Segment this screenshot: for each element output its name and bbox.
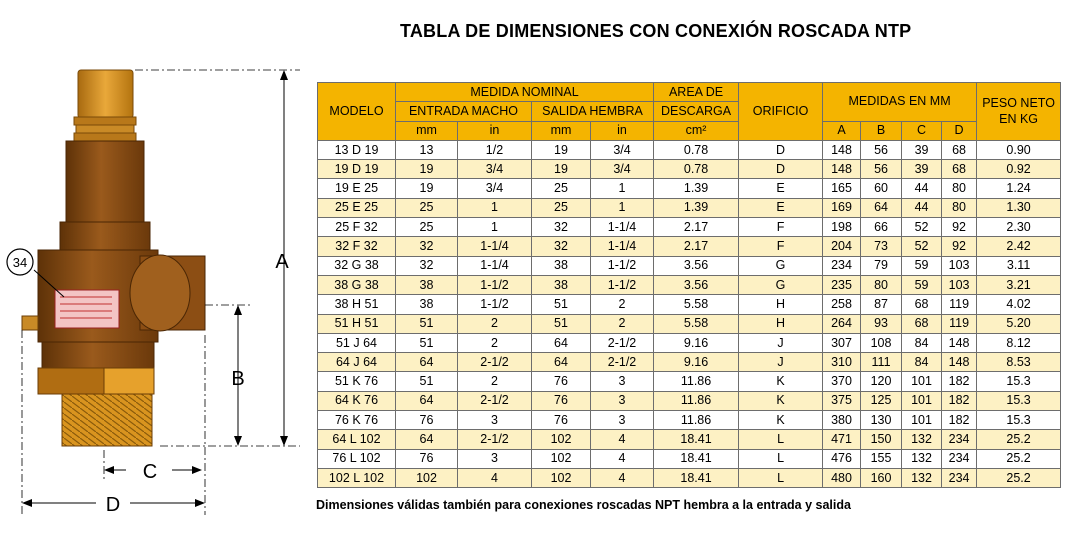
table-body: [318, 140, 1061, 487]
table-cell: 101: [902, 391, 942, 410]
table-cell: 15.3: [977, 391, 1061, 410]
table-cell: 1-1/2: [591, 256, 654, 275]
table-cell: 76 K 76: [318, 411, 396, 430]
table-cell: 76: [396, 411, 458, 430]
table-cell: 380: [823, 411, 861, 430]
table-cell: 4: [591, 468, 654, 487]
header-entrada-macho: ENTRADA MACHO: [396, 102, 532, 121]
table-cell: 64: [396, 430, 458, 449]
table-cell: 2: [591, 295, 654, 314]
table-row: [318, 353, 1061, 372]
table-cell: 32: [396, 237, 458, 256]
table-cell: 76: [396, 449, 458, 468]
table-cell: 11.86: [654, 372, 739, 391]
table-row: [318, 140, 1061, 159]
table-cell: 307: [823, 333, 861, 352]
table-cell: 84: [902, 353, 942, 372]
valve-cap: [74, 70, 136, 141]
table-cell: J: [739, 353, 823, 372]
table-cell: 234: [942, 430, 977, 449]
table-cell: 102: [532, 449, 591, 468]
table-cell: 198: [823, 218, 861, 237]
table-row: [318, 314, 1061, 333]
table-cell: 25.2: [977, 430, 1061, 449]
table-cell: 19 D 19: [318, 160, 396, 179]
table-cell: 18.41: [654, 449, 739, 468]
table-cell: 234: [823, 256, 861, 275]
table-cell: 120: [861, 372, 902, 391]
table-cell: 2: [458, 372, 532, 391]
table-cell: 18.41: [654, 468, 739, 487]
table-cell: 39: [902, 160, 942, 179]
header-in-entrada: in: [458, 121, 532, 140]
header-modelo: MODELO: [318, 83, 396, 141]
table-cell: 1: [591, 198, 654, 217]
table-cell: 1-1/4: [591, 237, 654, 256]
table-cell: 52: [902, 237, 942, 256]
table-cell: 38: [532, 275, 591, 294]
table-cell: 56: [861, 160, 902, 179]
header-dim-a: A: [823, 121, 861, 140]
table-cell: 2.30: [977, 218, 1061, 237]
table-cell: 2-1/2: [591, 333, 654, 352]
table-cell: 4: [458, 468, 532, 487]
table-cell: 68: [942, 140, 977, 159]
table-cell: 64: [396, 391, 458, 410]
table-cell: 11.86: [654, 391, 739, 410]
table-cell: 264: [823, 314, 861, 333]
table-cell: 1-1/2: [458, 295, 532, 314]
table-cell: 25 E 25: [318, 198, 396, 217]
table-row: [318, 333, 1061, 352]
table-cell: 25: [532, 198, 591, 217]
table-cell: 51: [532, 314, 591, 333]
table-cell: 92: [942, 218, 977, 237]
table-cell: 1: [458, 198, 532, 217]
table-cell: 182: [942, 391, 977, 410]
table-cell: 15.3: [977, 372, 1061, 391]
table-cell: 76: [532, 391, 591, 410]
table-cell: 32: [532, 218, 591, 237]
table-cell: 51: [532, 295, 591, 314]
table-cell: 51: [396, 372, 458, 391]
table-row: [318, 449, 1061, 468]
table-row: [318, 218, 1061, 237]
table-cell: G: [739, 275, 823, 294]
table-cell: K: [739, 391, 823, 410]
table-cell: 51 K 76: [318, 372, 396, 391]
table-cell: 101: [902, 372, 942, 391]
table-cell: 9.16: [654, 333, 739, 352]
dimension-a-label: A: [275, 251, 289, 273]
table-cell: 1.24: [977, 179, 1061, 198]
table-cell: 56: [861, 140, 902, 159]
table-cell: 3: [591, 391, 654, 410]
table-cell: 375: [823, 391, 861, 410]
header-dim-b: B: [861, 121, 902, 140]
table-cell: 9.16: [654, 353, 739, 372]
table-cell: 235: [823, 275, 861, 294]
table-cell: 1: [458, 218, 532, 237]
table-cell: H: [739, 314, 823, 333]
header-dim-c: C: [902, 121, 942, 140]
header-area-de: AREA DE: [654, 83, 739, 102]
table-cell: 8.12: [977, 333, 1061, 352]
table-cell: 3: [458, 411, 532, 430]
table-cell: 148: [942, 333, 977, 352]
table-cell: 130: [861, 411, 902, 430]
table-cell: 80: [942, 198, 977, 217]
header-peso-neto-line2: EN KG: [999, 112, 1039, 127]
table-cell: 32 F 32: [318, 237, 396, 256]
table-cell: 13: [396, 140, 458, 159]
table-cell: K: [739, 411, 823, 430]
table-cell: 169: [823, 198, 861, 217]
table-cell: 68: [942, 160, 977, 179]
table-cell: 32: [532, 237, 591, 256]
table-cell: D: [739, 140, 823, 159]
table-cell: 234: [942, 468, 977, 487]
table-cell: 18.41: [654, 430, 739, 449]
table-row: [318, 179, 1061, 198]
table-cell: 87: [861, 295, 902, 314]
table-cell: 64 J 64: [318, 353, 396, 372]
table-cell: 102: [532, 430, 591, 449]
table-cell: 64: [861, 198, 902, 217]
table-cell: 51: [396, 333, 458, 352]
table-cell: 59: [902, 256, 942, 275]
table-cell: 76 L 102: [318, 449, 396, 468]
header-medidas-en-mm: MEDIDAS EN MM: [823, 83, 977, 122]
table-cell: 0.90: [977, 140, 1061, 159]
table-cell: 476: [823, 449, 861, 468]
table-cell: 148: [942, 353, 977, 372]
table-cell: 1.30: [977, 198, 1061, 217]
table-cell: 13 D 19: [318, 140, 396, 159]
table-cell: 103: [942, 256, 977, 275]
table-cell: 25: [532, 179, 591, 198]
table-cell: 44: [902, 179, 942, 198]
table-cell: 38: [396, 295, 458, 314]
table-cell: 44: [902, 198, 942, 217]
table-cell: 64: [532, 353, 591, 372]
header-orificio: ORIFICIO: [739, 83, 823, 141]
table-cell: 25.2: [977, 468, 1061, 487]
table-cell: 148: [823, 160, 861, 179]
dimension-c: [104, 450, 202, 483]
table-cell: 1-1/2: [591, 275, 654, 294]
table-cell: 19: [532, 140, 591, 159]
table-cell: 76: [532, 411, 591, 430]
table-cell: 64: [532, 333, 591, 352]
table-cell: L: [739, 430, 823, 449]
table-cell: 32 G 38: [318, 256, 396, 275]
table-cell: 38: [396, 275, 458, 294]
table-cell: 38 H 51: [318, 295, 396, 314]
table-cell: 0.78: [654, 160, 739, 179]
table-cell: G: [739, 256, 823, 275]
table-cell: 2-1/2: [458, 391, 532, 410]
table-cell: 2: [591, 314, 654, 333]
table-cell: 19: [396, 179, 458, 198]
table-cell: L: [739, 449, 823, 468]
table-cell: 1-1/4: [458, 237, 532, 256]
table-cell: 93: [861, 314, 902, 333]
table-cell: 132: [902, 468, 942, 487]
table-row: [318, 391, 1061, 410]
table-cell: 234: [942, 449, 977, 468]
table-cell: 38 G 38: [318, 275, 396, 294]
table-cell: 51 J 64: [318, 333, 396, 352]
table-cell: 111: [861, 353, 902, 372]
table-cell: 68: [902, 295, 942, 314]
table-cell: 19: [396, 160, 458, 179]
table-cell: 0.78: [654, 140, 739, 159]
table-cell: 51 H 51: [318, 314, 396, 333]
callout-label: 34: [12, 255, 28, 270]
table-cell: 102: [396, 468, 458, 487]
table-cell: 108: [861, 333, 902, 352]
table-cell: 119: [942, 314, 977, 333]
table-cell: 84: [902, 333, 942, 352]
table-cell: 3/4: [458, 160, 532, 179]
table-cell: 52: [902, 218, 942, 237]
table-cell: 19 E 25: [318, 179, 396, 198]
table-cell: 370: [823, 372, 861, 391]
table-row: [318, 295, 1061, 314]
table-cell: 64: [396, 353, 458, 372]
table-cell: 102: [532, 468, 591, 487]
table-cell: 5.20: [977, 314, 1061, 333]
table-cell: E: [739, 179, 823, 198]
table-cell: 102 L 102: [318, 468, 396, 487]
table-cell: 38: [532, 256, 591, 275]
table-cell: F: [739, 218, 823, 237]
table-cell: 3.21: [977, 275, 1061, 294]
table-cell: 165: [823, 179, 861, 198]
table-cell: 2: [458, 333, 532, 352]
table-cell: 51: [396, 314, 458, 333]
table-cell: 15.3: [977, 411, 1061, 430]
table-cell: 148: [823, 140, 861, 159]
table-row: [318, 198, 1061, 217]
table-row: [318, 160, 1061, 179]
table-cell: 258: [823, 295, 861, 314]
page-title: TABLA DE DIMENSIONES CON CONEXIÓN ROSCADA NTP: [400, 21, 912, 41]
table-cell: 0.92: [977, 160, 1061, 179]
table-cell: 3/4: [458, 179, 532, 198]
table-cell: L: [739, 468, 823, 487]
table-cell: 5.58: [654, 314, 739, 333]
table-cell: 19: [532, 160, 591, 179]
table-cell: 1-1/4: [458, 256, 532, 275]
table-cell: 471: [823, 430, 861, 449]
table-cell: 1: [591, 179, 654, 198]
table-cell: 80: [942, 179, 977, 198]
table-cell: 4: [591, 430, 654, 449]
dimension-c-label: C: [142, 461, 158, 483]
header-mm-entrada: mm: [396, 121, 458, 140]
table-cell: 25 F 32: [318, 218, 396, 237]
table-cell: 480: [823, 468, 861, 487]
table-cell: 3/4: [591, 160, 654, 179]
dimension-b-label: B: [231, 368, 245, 390]
table-row: [318, 411, 1061, 430]
table-cell: 5.58: [654, 295, 739, 314]
table-cell: F: [739, 237, 823, 256]
header-medida-nominal: MEDIDA NOMINAL: [396, 83, 654, 102]
table-cell: 64 L 102: [318, 430, 396, 449]
table-cell: 73: [861, 237, 902, 256]
table-cell: 1/2: [458, 140, 532, 159]
table-cell: 79: [861, 256, 902, 275]
table-row: [318, 372, 1061, 391]
table-cell: 68: [902, 314, 942, 333]
table-cell: 25: [396, 218, 458, 237]
table-cell: 182: [942, 372, 977, 391]
table-cell: J: [739, 333, 823, 352]
table-cell: 204: [823, 237, 861, 256]
table-cell: 310: [823, 353, 861, 372]
dimension-d-label: D: [105, 494, 121, 516]
table-cell: 150: [861, 430, 902, 449]
footnote: Dimensiones válidas también para conexiones roscadas NPT hembra a la entrada y salida: [316, 498, 851, 512]
table-cell: 182: [942, 411, 977, 430]
table-cell: 66: [861, 218, 902, 237]
table-cell: 92: [942, 237, 977, 256]
table-cell: 76: [532, 372, 591, 391]
table-cell: 101: [902, 411, 942, 430]
table-cell: 3: [591, 372, 654, 391]
table-cell: 2.17: [654, 218, 739, 237]
header-peso-neto-line1: PESO NETO: [982, 96, 1055, 111]
header-peso-neto: [977, 83, 1061, 141]
table-cell: 3: [458, 449, 532, 468]
table-cell: 3/4: [591, 140, 654, 159]
header-cm2: cm²: [654, 121, 739, 140]
table-cell: 3.56: [654, 256, 739, 275]
table-cell: 11.86: [654, 411, 739, 430]
table-cell: 2-1/2: [591, 353, 654, 372]
table-cell: 25.2: [977, 449, 1061, 468]
table-cell: 132: [902, 449, 942, 468]
table-cell: H: [739, 295, 823, 314]
table-cell: 1-1/4: [591, 218, 654, 237]
table-cell: 1-1/2: [458, 275, 532, 294]
table-cell: 132: [902, 430, 942, 449]
table-row: [318, 430, 1061, 449]
dimensions-table: [317, 82, 1061, 488]
table-cell: 103: [942, 275, 977, 294]
nameplate: [55, 290, 119, 328]
table-cell: 2-1/2: [458, 353, 532, 372]
table-cell: 4: [591, 449, 654, 468]
header-in-salida: in: [591, 121, 654, 140]
table-cell: 3.11: [977, 256, 1061, 275]
table-cell: 39: [902, 140, 942, 159]
header-dim-d: D: [942, 121, 977, 140]
table-row: [318, 468, 1061, 487]
table-cell: 60: [861, 179, 902, 198]
table-cell: 80: [861, 275, 902, 294]
header-mm-salida: mm: [532, 121, 591, 140]
table-cell: 64 K 76: [318, 391, 396, 410]
table-cell: 119: [942, 295, 977, 314]
table-cell: 2-1/2: [458, 430, 532, 449]
table-cell: D: [739, 160, 823, 179]
table-cell: 4.02: [977, 295, 1061, 314]
table-cell: K: [739, 372, 823, 391]
table-cell: 32: [396, 256, 458, 275]
header-descarga: DESCARGA: [654, 102, 739, 121]
table-cell: 59: [902, 275, 942, 294]
dimension-b: [205, 305, 250, 446]
table-cell: 25: [396, 198, 458, 217]
table-cell: 3: [591, 411, 654, 430]
valve-drawing: [0, 60, 310, 530]
table-row: [318, 237, 1061, 256]
table-cell: E: [739, 198, 823, 217]
table-cell: 160: [861, 468, 902, 487]
header-salida-hembra: SALIDA HEMBRA: [532, 102, 654, 121]
table-cell: 3.56: [654, 275, 739, 294]
table-cell: 2.42: [977, 237, 1061, 256]
table-cell: 125: [861, 391, 902, 410]
table-cell: 8.53: [977, 353, 1061, 372]
table-cell: 2: [458, 314, 532, 333]
table-row: [318, 275, 1061, 294]
table-row: [318, 256, 1061, 275]
table-cell: 1.39: [654, 198, 739, 217]
table-cell: 155: [861, 449, 902, 468]
table-cell: 1.39: [654, 179, 739, 198]
table-cell: 2.17: [654, 237, 739, 256]
